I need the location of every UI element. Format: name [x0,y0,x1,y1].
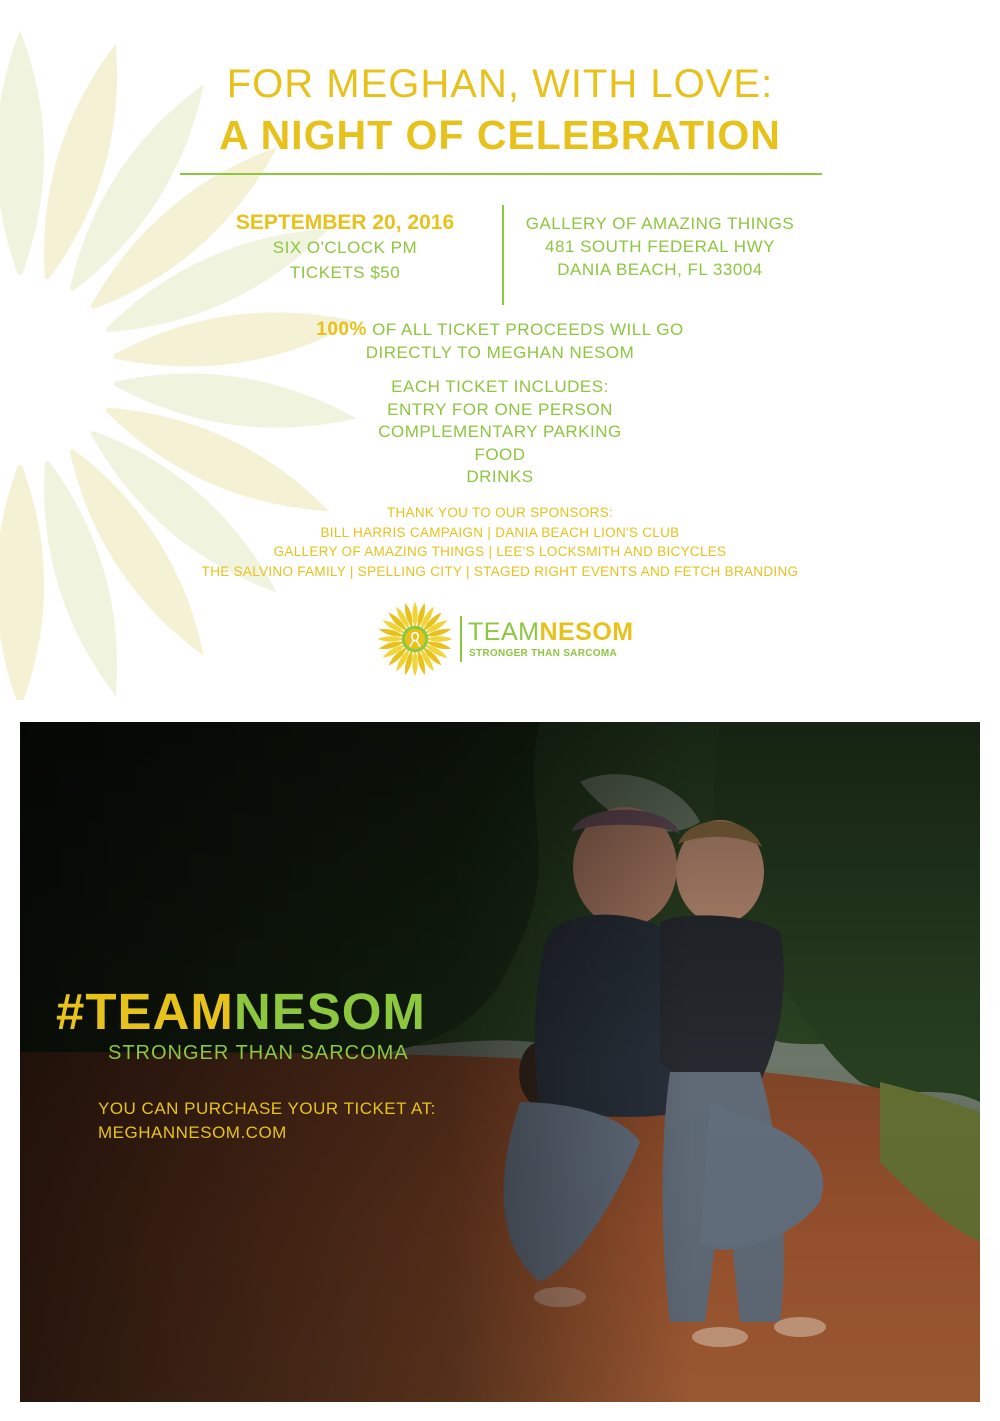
venue-city: DANIA BEACH, FL 33004 [557,260,763,279]
hashtag-heading [56,982,426,1041]
venue-street: 481 SOUTH FEDERAL HWY [545,237,775,256]
sponsors-line: BILL HARRIS CAMPAIGN | DANIA BEACH LION'S CLUB [320,524,680,540]
vertical-divider [502,205,504,305]
venue-name: GALLERY OF AMAZING THINGS [525,214,795,233]
includes-item: COMPLEMENTARY PARKING [378,422,622,441]
event-flyer [0,0,1000,700]
title-line-2: A NIGHT OF CELEBRATION [219,112,781,158]
proceeds-line-2: DIRECTLY TO MEGHAN NESOM [365,343,635,362]
title-line-1: FOR MEGHAN, WITH LOVE: [226,62,774,106]
event-date: SEPTEMBER 20, 2016 [235,211,455,234]
hashtag-team: #TEAM [56,983,234,1040]
hashtag-nesom: NESOM [233,983,426,1040]
proceeds-note [0,318,1000,364]
sponsors-line: GALLERY OF AMAZING THINGS | LEE'S LOCKSMITH AND BICYCLES [273,544,727,559]
proceeds-percent: 100% [316,319,367,340]
event-details [200,210,490,285]
event-time: SIX O'CLOCK PM [272,238,418,257]
includes-heading: EACH TICKET INCLUDES: [391,377,609,396]
purchase-url: MEGHANNESOM.COM [98,1123,287,1142]
purchase-info [98,1097,436,1145]
venue-address [505,212,815,281]
includes-item: DRINKS [466,467,534,486]
logo-divider [460,616,462,662]
sponsors-heading: THANK YOU TO OUR SPONSORS: [386,505,614,520]
logo-tagline: STRONGER THAN SARCOMA [469,648,617,659]
sponsors-line: THE SALVINO FAMILY | SPELLING CITY | STAGED RIGHT EVENTS AND FETCH BRANDING [201,563,799,579]
ticket-price: TICKETS $50 [289,263,401,282]
logo-wordmark-nesom: NESOM [539,618,634,646]
purchase-line-1: YOU CAN PURCHASE YOUR TICKET AT: [98,1099,436,1118]
photo-tagline: STRONGER THAN SARCOMA [108,1042,409,1064]
title-divider [180,173,822,175]
team-nesom-logo [376,600,636,680]
promo-photo [20,722,980,1402]
ticket-includes [0,376,1000,489]
includes-item: FOOD [474,444,526,464]
proceeds-line-1: OF ALL TICKET PROCEEDS WILL GO [366,320,684,339]
logo-wordmark-team: TEAM [468,618,540,646]
includes-item: ENTRY FOR ONE PERSON [387,399,613,419]
logo-wordmark [468,618,634,647]
sponsors-list [0,503,1000,581]
sunflower-ribbon-icon [376,600,454,678]
